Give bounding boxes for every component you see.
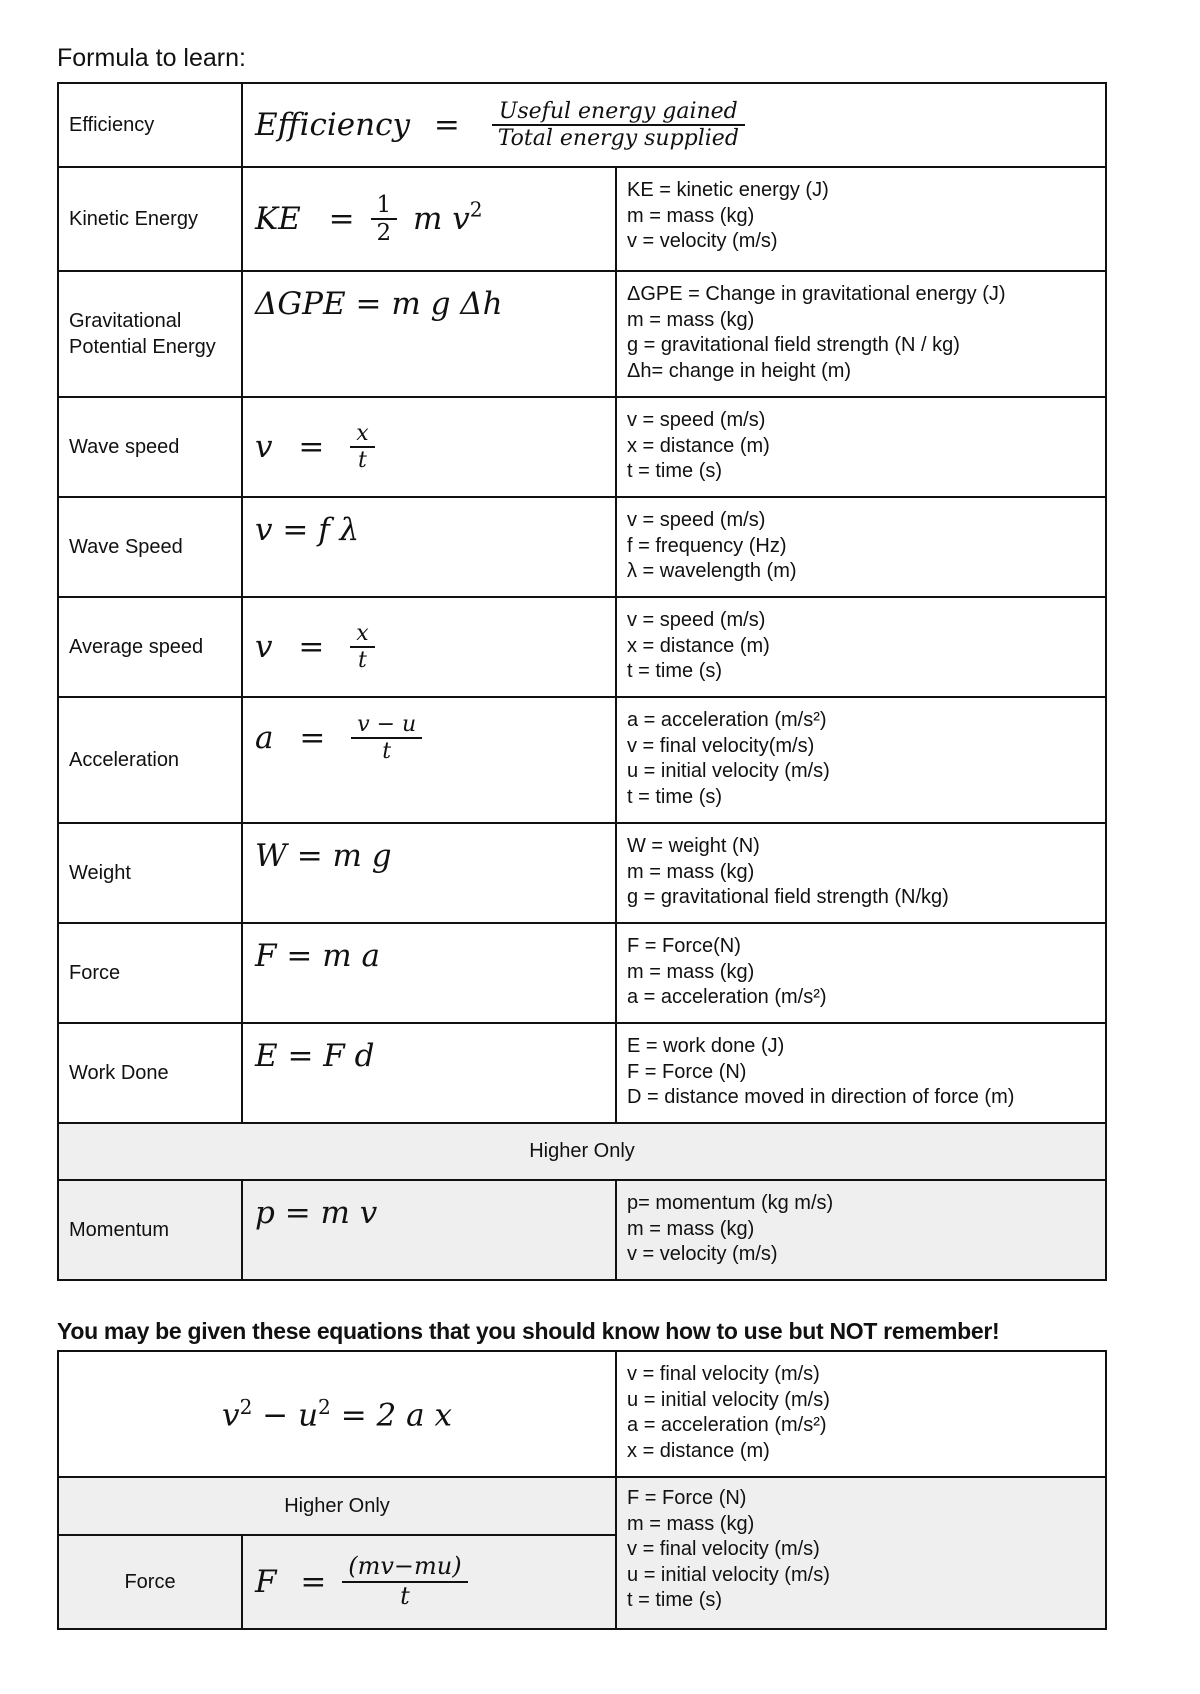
- variable-line: v = speed (m/s): [627, 509, 766, 531]
- variable-line: g = gravitational field strength (N / kg): [627, 334, 960, 357]
- variable-line: m = mass (kg): [627, 1217, 755, 1240]
- variable-line: m = mass (kg): [627, 204, 755, 227]
- variables-suvat: [616, 1351, 1106, 1477]
- row-kinetic-energy: [58, 167, 1106, 271]
- formula-gpe: ΔGPE = m g Δh: [242, 271, 616, 397]
- variable-line: x = distance (m): [627, 434, 770, 457]
- variable-line: v = velocity (m/s): [627, 1243, 778, 1266]
- row-acceleration: [58, 697, 1106, 823]
- row-higher-only: [58, 1123, 1106, 1180]
- formula-kinetic-energy: [242, 167, 616, 271]
- row-wave-speed-frequency: [58, 497, 1106, 597]
- variables-force: [616, 923, 1106, 1023]
- formula-denominator: Total energy supplied: [497, 126, 739, 151]
- variable-line: a = acceleration (m/s²): [627, 1414, 827, 1437]
- variable-line: v = final velocity (m/s): [627, 1363, 820, 1385]
- formula-denominator: 2: [376, 220, 392, 246]
- variable-line: λ = wavelength (m): [627, 560, 797, 583]
- variable-line: g = gravitational field strength (N/kg): [627, 886, 949, 909]
- row-work-done: [58, 1023, 1106, 1123]
- formula-numerator: 1: [371, 192, 398, 220]
- variable-line: f = frequency (Hz): [627, 534, 787, 557]
- formula-numerator: x: [350, 421, 374, 448]
- variables-kinetic-energy: [616, 167, 1106, 271]
- formula-denominator: t: [358, 648, 367, 673]
- variable-line: m = mass (kg): [627, 860, 755, 883]
- heading-formula-to-learn: Formula to learn:: [57, 44, 246, 72]
- formula-force: F = m a: [242, 923, 616, 1023]
- row-gravitational-potential-energy: [58, 271, 1106, 397]
- row-weight: [58, 823, 1106, 923]
- formula-denominator: t: [400, 1582, 410, 1610]
- variable-line: F = Force (N): [627, 1487, 747, 1509]
- higher-only-label: Higher Only: [58, 1477, 616, 1535]
- formula-suvat: [58, 1351, 616, 1477]
- row-label: Work Done: [58, 1023, 242, 1123]
- row-higher-only-given: [58, 1477, 1106, 1535]
- row-label: Average speed: [58, 597, 242, 697]
- variables-gpe: [616, 271, 1106, 397]
- variable-line: ΔGPE = Change in gravitational energy (J): [627, 283, 1006, 305]
- formula-superscript: 2: [469, 197, 483, 222]
- row-label: Momentum: [58, 1180, 242, 1280]
- formula-equals: =: [298, 429, 325, 465]
- row-wave-speed-distance: [58, 397, 1106, 497]
- formula-lhs: F: [255, 1564, 277, 1600]
- variable-line: t = time (s): [627, 785, 723, 808]
- variable-line: t = time (s): [627, 660, 723, 683]
- formula-wave-speed-distance: [242, 397, 616, 497]
- heading-given-equations: You may be given these equations that you should know how to use but NOT remember!: [57, 1318, 1000, 1344]
- formula-momentum: p = m v: [242, 1180, 616, 1280]
- formula-acceleration: [242, 697, 616, 823]
- row-label: Wave speed: [58, 397, 242, 497]
- row-label: Force: [58, 1535, 242, 1629]
- row-efficiency: [58, 83, 1106, 167]
- formula-equals: =: [298, 629, 325, 665]
- variable-line: x = distance (m): [627, 1439, 770, 1462]
- variable-line: m = mass (kg): [627, 960, 755, 983]
- variable-line: KE = kinetic energy (J): [627, 179, 829, 201]
- formula-superscript: 2: [239, 1394, 253, 1419]
- formula-numerator: (mv−mu): [342, 1553, 467, 1583]
- variables-momentum: [616, 1180, 1106, 1280]
- formula-work-done: E = F d: [242, 1023, 616, 1123]
- formula-equals: =: [300, 1564, 327, 1600]
- formula-wave-speed-frequency: v = f λ: [242, 497, 616, 597]
- formula-numerator: v − u: [351, 712, 422, 739]
- formula-force-change: [242, 1535, 616, 1629]
- variables-force-change: [616, 1477, 1106, 1629]
- formula-efficiency: [242, 83, 1106, 167]
- variable-line: a = acceleration (m/s²): [627, 986, 827, 1009]
- formula-denominator: t: [382, 739, 392, 765]
- variable-line: m = mass (kg): [627, 1512, 755, 1535]
- formula-term: v: [222, 1397, 240, 1434]
- higher-only-label: Higher Only: [58, 1123, 1106, 1180]
- variable-line: v = speed (m/s): [627, 609, 766, 631]
- formula-lhs: Efficiency: [255, 107, 410, 143]
- variables-wave-speed-frequency: [616, 497, 1106, 597]
- row-label: Weight: [58, 823, 242, 923]
- variable-line: F = Force(N): [627, 935, 741, 957]
- formula-lhs: v: [255, 429, 273, 465]
- given-equations-table: [57, 1350, 1107, 1630]
- formula-lhs: KE: [255, 201, 301, 237]
- variable-line: Δh= change in height (m): [627, 359, 852, 382]
- formula-equals: =: [299, 720, 326, 757]
- variable-line: D = distance moved in direction of force (m): [627, 1086, 1015, 1109]
- row-force: [58, 923, 1106, 1023]
- formula-numerator: Useful energy gained: [492, 99, 745, 126]
- row-label: Wave Speed: [58, 497, 242, 597]
- formula-average-speed: [242, 597, 616, 697]
- variable-line: u = initial velocity (m/s): [627, 1388, 830, 1411]
- formula-superscript: 2: [318, 1394, 331, 1419]
- variable-line: t = time (s): [627, 1589, 723, 1612]
- variable-line: p= momentum (kg m/s): [627, 1192, 834, 1214]
- formula-numerator: x: [350, 621, 374, 648]
- variable-line: v = final velocity (m/s): [627, 1538, 820, 1561]
- formula-denominator: t: [358, 448, 367, 473]
- variable-line: t = time (s): [627, 460, 723, 483]
- variable-line: u = initial velocity (m/s): [627, 760, 830, 783]
- row-label: Gravitational Potential Energy: [58, 271, 242, 397]
- row-suvat: [58, 1351, 1106, 1477]
- row-label: Acceleration: [58, 697, 242, 823]
- variable-line: a = acceleration (m/s²): [627, 709, 827, 731]
- row-label: Kinetic Energy: [58, 167, 242, 271]
- variable-line: v = final velocity(m/s): [627, 734, 815, 757]
- formula-table: [57, 82, 1107, 1281]
- variable-line: v = velocity (m/s): [627, 230, 778, 253]
- row-label: Efficiency: [58, 83, 242, 167]
- variable-line: F = Force (N): [627, 1060, 747, 1083]
- variables-average-speed: [616, 597, 1106, 697]
- formula-term: − u: [252, 1397, 319, 1434]
- formula-equals: =: [433, 107, 460, 143]
- variables-acceleration: [616, 697, 1106, 823]
- row-label: Force: [58, 923, 242, 1023]
- variable-line: E = work done (J): [627, 1035, 785, 1057]
- formula-rhs: m v: [413, 201, 470, 237]
- formula-term: = 2 a x: [330, 1397, 452, 1434]
- variables-work-done: [616, 1023, 1106, 1123]
- row-average-speed: [58, 597, 1106, 697]
- variables-weight: [616, 823, 1106, 923]
- variable-line: W = weight (N): [627, 835, 760, 857]
- variable-line: m = mass (kg): [627, 308, 755, 331]
- variable-line: x = distance (m): [627, 634, 770, 657]
- variable-line: u = initial velocity (m/s): [627, 1563, 830, 1586]
- row-momentum: [58, 1180, 1106, 1280]
- variables-wave-speed-distance: [616, 397, 1106, 497]
- formula-lhs: v: [255, 629, 273, 665]
- formula-weight: W = m g: [242, 823, 616, 923]
- formula-lhs: a: [255, 720, 274, 757]
- formula-equals: =: [328, 201, 355, 237]
- variable-line: v = speed (m/s): [627, 409, 766, 431]
